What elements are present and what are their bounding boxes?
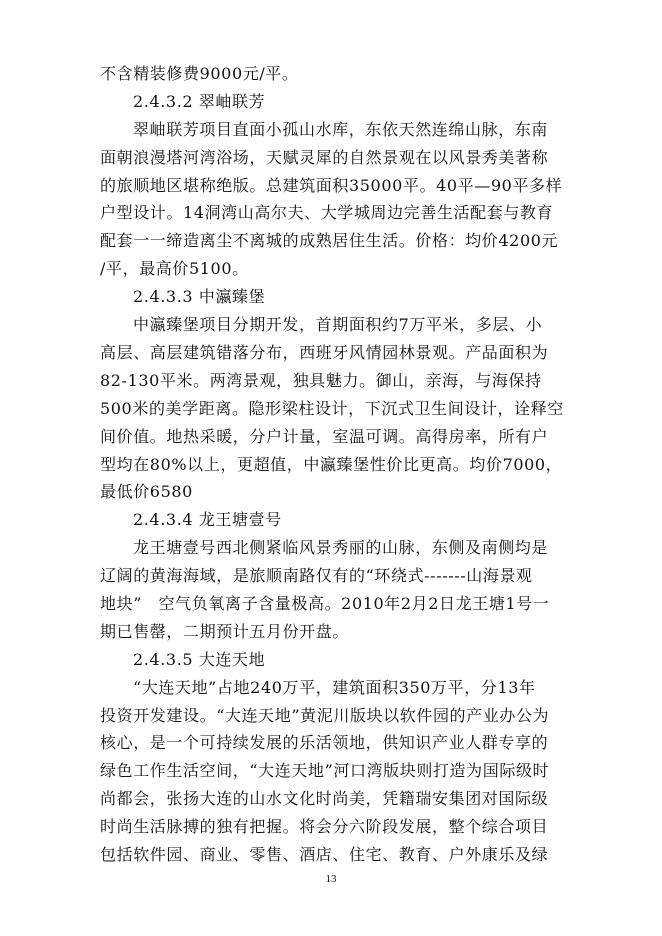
text-line: 配套一一缔造离尘不离城的成熟居住生活。价格：均价4200元 [100,231,559,250]
text-line: 的旅顺地区堪称绝版。总建筑面积35000平。40平—90平多样 [100,176,563,195]
section-heading: 2.4.3.2 翠岫联芳 [133,92,266,111]
text-line: 最低价6580 [100,482,193,501]
text-line: 绿色工作生活空间，“大连天地”河口湾版块则打造为国际级时 [100,761,550,780]
text-line: “大连天地”占地240万平，建筑面积350万平，分13年 [133,678,536,697]
text-line: 投资开发建设。“大连天地”黄泥川版块以软件园的产业办公为 [100,706,550,725]
text-line: 翠岫联芳项目直面小孤山水库，东依天然连绵山脉，东南 [133,120,549,139]
text-line: 核心，是一个可持续发展的乐活领地，供知识产业人群专享的 [100,733,549,752]
text-line: 面朝浪漫塔河湾浴场，天赋灵犀的自然景观在以风景秀美著称 [100,148,549,167]
text-line: 中瀛臻堡项目分期开发，首期面积约7万平米，多层、小 [133,315,543,334]
page-number: 13 [325,873,337,885]
text-line: 时尚生活脉搏的独有把握。将会分六阶段发展，整个综合项目 [100,817,549,836]
text-line: 户型设计。14洞湾山高尔夫、大学城周边完善生活配套与教育 [100,203,554,222]
text-line: 包括软件园、商业、零售、酒店、住宅、教育、户外康乐及绿 [100,845,549,864]
text-line: /平，最高价5100。 [100,259,249,278]
text-line: 型均在80%以上，更超值，中瀛臻堡性价比更高。均价7000， [100,455,563,474]
text-line: 尚都会，张扬大连的山水文化时尚美，凭籍瑞安集团对国际级 [100,789,549,808]
text-line: 高层、高层建筑错落分布，西班牙风情园林景观。产品面积为 [100,343,549,362]
text-line: 地块” 空气负氧离子含量极高。2010年2月2日龙王塘1号一 [100,594,550,613]
section-heading: 2.4.3.5 大连天地 [133,650,266,669]
text-line: 不含精装修费9000元/平。 [100,64,299,83]
text-line: 间价值。地热采暖，分户计量，室温可调。高得房率，所有户 [100,427,549,446]
text-line: 82-130平米。两湾景观，独具魅力。御山，亲海，与海保持 [100,371,542,390]
section-heading: 2.4.3.4 龙王塘壹号 [133,510,282,529]
text-line: 龙王塘壹号西北侧紧临风景秀丽的山脉，东侧及南侧均是 [133,538,549,557]
text-line: 期已售罄，二期预计五月份开盘。 [100,622,350,641]
text-line: 辽阔的黄海海域，是旅顺南路仅有的“环绕式-------山海景观 [100,566,533,585]
section-heading: 2.4.3.3 中瀛臻堡 [133,287,266,306]
text-line: 500米的美学距离。隐形梁柱设计，下沉式卫生间设计，诠释空 [100,399,564,418]
